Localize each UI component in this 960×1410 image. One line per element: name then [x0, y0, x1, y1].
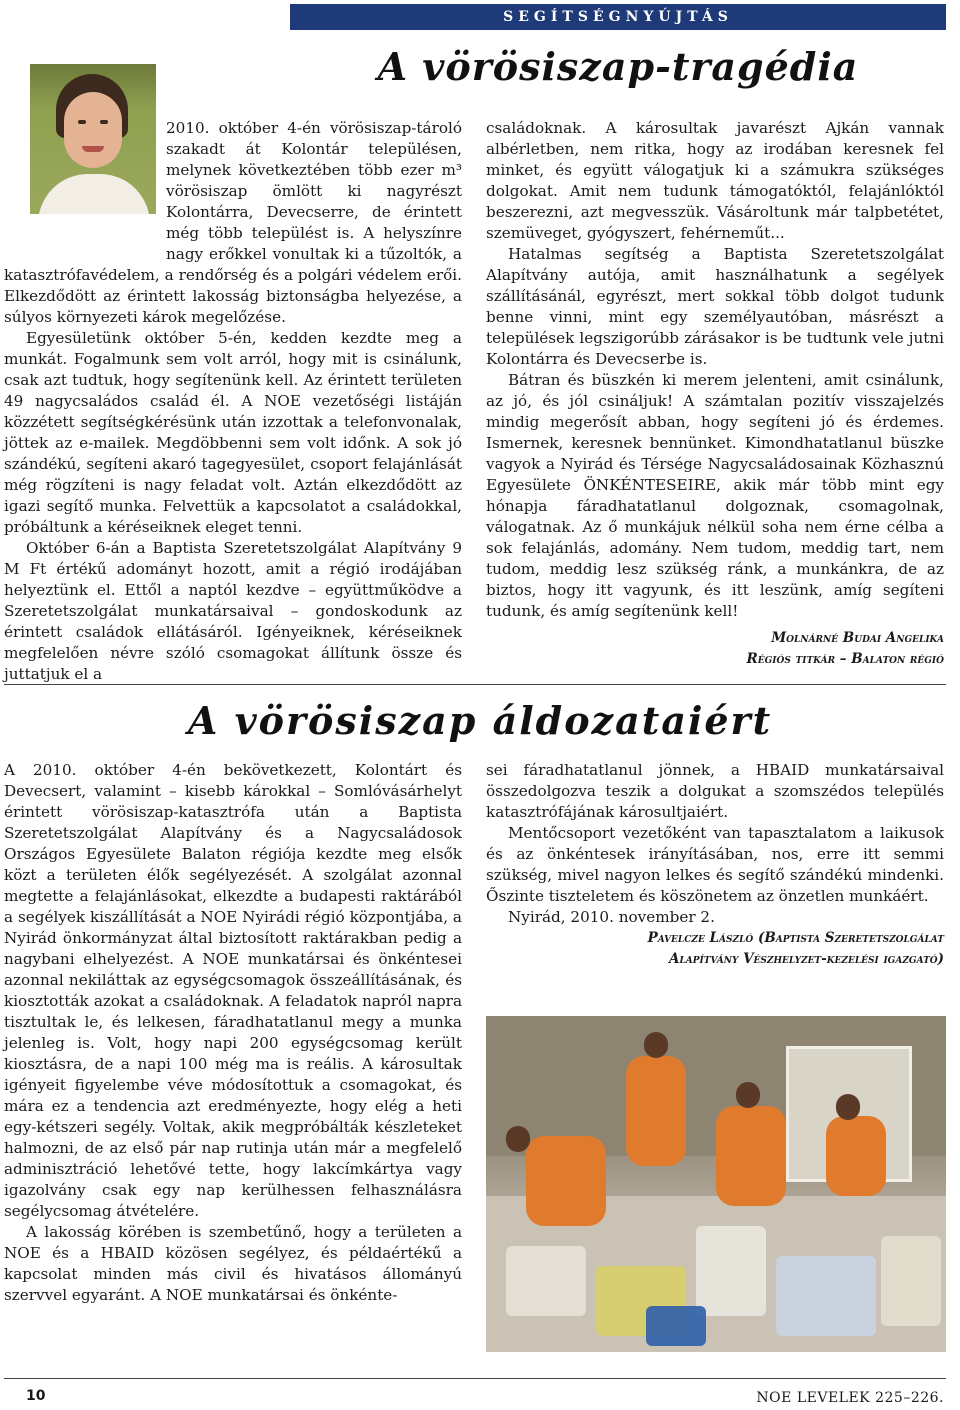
paragraph: A lakosság körében is szembetűnő, hogy a területen a NOE és a HBAID közösen segélyez, és példaértékű a kapcsolat minden más civil és hivatásos állományú szervvel egyaránt. A NOE munkatársai és önkénte-: [4, 1223, 462, 1304]
author-signature-line1: Pavelcze László (Baptista Szeretetszolgálat: [647, 930, 944, 946]
author-signature-name: Molnárné Budai Angelika: [771, 630, 944, 646]
article-title: A vörösiszap-tragédia: [377, 44, 859, 89]
author-signature-role: Régiós titkár – Balaton régió: [746, 651, 944, 667]
article2-column-left: [4, 760, 462, 1306]
article2-column-right: [486, 760, 944, 970]
footer-divider: [4, 1378, 946, 1379]
article1-column-left: [4, 118, 462, 685]
divider: [4, 684, 946, 685]
paragraph: Hatalmas segítség a Baptista Szeretetszolgálat Alapítvány autója, amit használhatunk a segélyek szállításánál, egyrészt, mert sokkal több dolgot tudunk benne vinni, mint egy személyautóban, másrészt a települések legszigorúbb zárásakor is be tudtunk vele jutni Kolontárra és Devecserbe is.: [486, 245, 944, 368]
paragraph: Egyesületünk október 5-én, kedden kezdte meg a munkát. Fogalmunk sem volt arról, hogy mit is csinálunk, csak azt tudtuk, hogy segítenünk kell. Az érintett területen 49 nagycsaládos család él. A NOE vezetőségi listáján közzétett segítségkérésünk után izzottak a telefonvonalak, jöttek az e-mailek. Megdöbbenni sem volt időnk. A sok jó szándékú, segíteni akaró tagegyesület, csoport felajánlását még rögzíteni is nagy feladat volt. Aztán elkezdődött az igazi segítő munka. Felvettük a kapcsolatot a családokkal, próbáltunk a kéréseiknek eleget tenni.: [4, 329, 462, 536]
dateline: Nyirád, 2010. november 2.: [508, 908, 715, 926]
paragraph: A 2010. október 4-én bekövetkezett, Kolontárt és Devecsert, valamint – kisebb károkkal – Somlóvásárhelyt érintett vörösiszap-katasztrófa után a Baptista Szeretetszolgálat Alapítvány és a Nagycsaládosok Országos Egyesülete Balaton régiója kezdte meg elsők közt a területen élők segélyezését. A szolgálat azonnal megtette a felajánlásokat, elkezdte a budapesti raktárából a segélyek kiszállítását a NOE Nyirádi régió központjába, a Nyirád önkormányzat által biztosított raktárakban pedig a nagybani elhelyezést. A NOE munkatársai és önkéntesei azonnal nekiláttak az egységcsomagok összeállításának, és kiosztották azokat a családoknak. A feladatok napról napra tisztultak le, és lelkesen, fáradhatatlanul megy a munka jelenleg is. Volt, hogy napi 200 egységcsomag került kiosztásra, de a napi 100 még ma is reális. A károsultak igényeit figyelembe véve módosítottuk a csomagokat, és mára ez a tendencia azt eredményezte, hogy elég a heti egy-kétszeri segély. Voltak, akik megpróbálták készleteket halmozni, de az első pár nap rutinja után már a megfelelő adminisztráció lehetővé tette, hogy lakcímkártya vagy igazolvány csak egy nap kerülhessen felhasználásra segélycsomag átvételére.: [4, 761, 462, 1220]
publication-name: NOE LEVELEK 225–226.: [756, 1390, 944, 1406]
article1-column-right: [486, 118, 944, 670]
volunteers-photo: [486, 1016, 946, 1352]
paragraph: Mentőcsoport vezetőként van tapasztalatom a laikusok és az önkéntesek irányításában, nos, erre itt semmi szükség, mivel nagyon lelkes és segítő szándékú mindenki. Őszinte tiszteletem és köszönetem az önzetlen munkáért.: [486, 824, 944, 905]
paragraph: Október 6-án a Baptista Szeretetszolgálat Alapítvány 9 M Ft értékű adományt hozott, amit a régió irodájában helyeztünk el. Ettől a naptól kezdve – együttműködve a Szeretetszolgálat munkatársaival – gondoskodunk az érintett családok ellátásáról. Igényeiknek, kéréseiknek megfelelően névre szóló csomagokat állítunk össze és juttatjuk el a: [4, 539, 462, 683]
paragraph: családoknak. A károsultak javarészt Ajkán vannak albérletben, nem ritka, hogy az irodában keresnek fel minket, és együtt válogatjuk ki a számukra szükséges dolgokat. Amit nem tudunk támogatóktól, felajánlóktól beszerezni, azt megvesszük. Vásároltunk már talpbetétet, szemüveget, gyógyszert, fehérneműt...: [486, 119, 944, 242]
author-signature-line2: Alapítvány Vészhelyzet-kezelési igazgató): [668, 951, 944, 967]
paragraph: 2010. október 4-én vörösiszap-tároló szakadt át Kolontár településen, melynek következtében több ezer m³ vörösiszap ömlött ki nagyrészt Kolontárra, Devecserre, de érintett még több települést is. A helyszínre nagy erőkkel vonultak ki a tűzoltók, a katasztrófavédelem, a rendőrség és a polgári védelem erői. Elkezdődött az érintett lakosság biztonságba helyezése, a súlyos környezeti károk megelőzése.: [4, 119, 462, 326]
article2-title: A vörösiszap áldozataiért: [187, 698, 773, 743]
section-header-band: SEGÍTSÉGNYÚJTÁS: [290, 4, 946, 30]
paragraph: Bátran és büszkén ki merem jelenteni, amit csinálunk, az jó, és jól csináljuk! A számtalan pozitív visszajelzés mindig megerősít abban, hogy segíteni jó és érdemes. Ismernek, keresnek bennünket. Kimondhatatlanul büszke vagyok a Nyirád és Térsége Nagycsaládosainak Közhasznú Egyesülete ÖNKÉNTESEIRE, akik már több mint egy hónapja fáradhatatlanul dolgoznak, csomagolnak, válogatnak. Az ő munkájuk nélkül soha nem érne célba a sok felajánlás, adomány. Nem tudom, meddig tart, nem tudom, meddig lesz szükség ránk, a munkánkra, de az biztos, hogy itt vagyunk, és itt leszünk, amíg segíteni tudunk, és amíg segítenünk kell!: [486, 371, 944, 620]
paragraph: sei fáradhatatlanul jönnek, a HBAID munkatársaival összedolgozva teszik a dolgukat a szomszédos település katasztrófájának károsultjaiért.: [486, 761, 944, 821]
page-number: 10: [26, 1388, 46, 1404]
